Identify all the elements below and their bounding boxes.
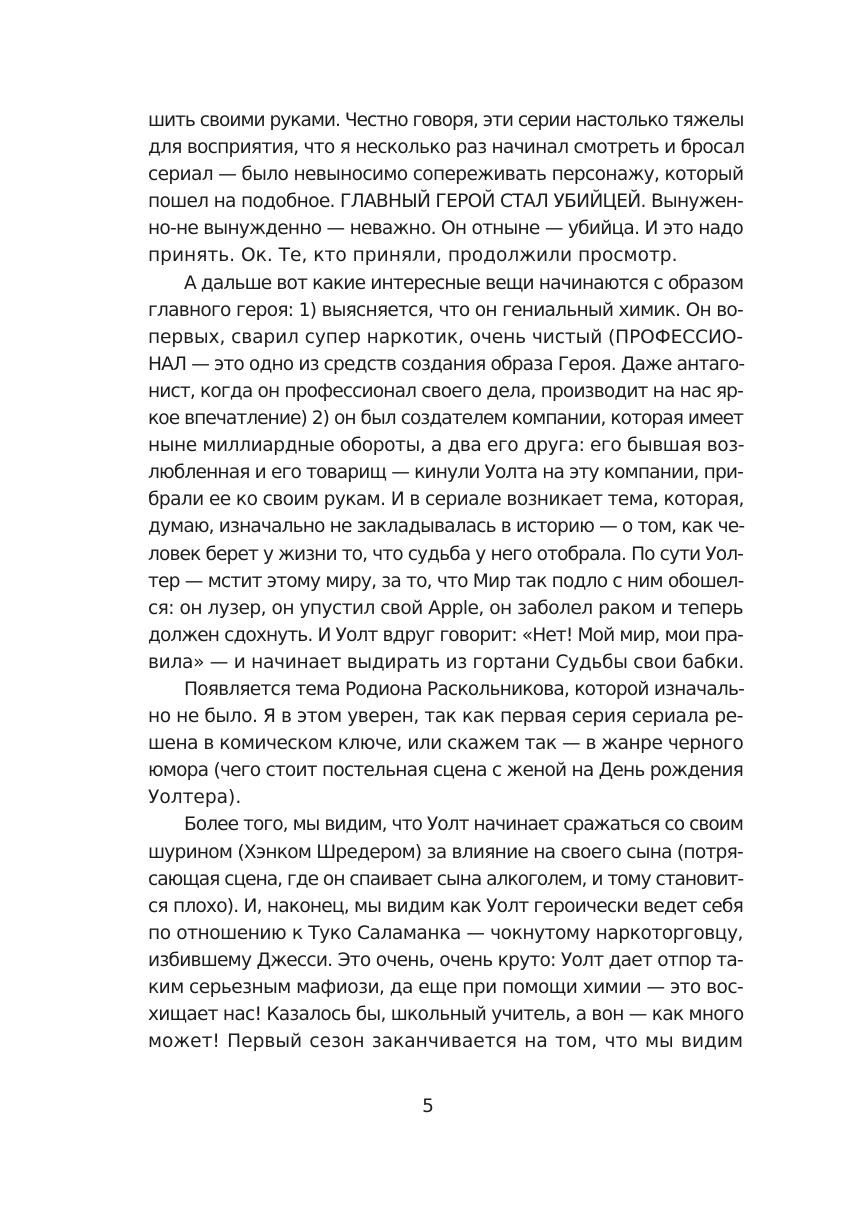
text-line: должен сдохнуть. И Уолт вдруг говорит: «Нет! Мой мир, мои пра- — [148, 624, 743, 646]
text-line: избившему Джесси. Это очень, очень круто: Уолт дает отпор та- — [148, 949, 743, 971]
paragraph-first-line: А дальше вот какие интересные вещи начинаются с образом — [184, 272, 744, 294]
text-line: может! Первый сезон заканчивается на том, что мы видим — [148, 1031, 743, 1053]
paragraph-first-line: Более того, мы видим, что Уолт начинает сражаться со своим — [184, 814, 743, 836]
text-line: любленная и его товарищ — кинули Уолта на эту компании, при- — [148, 462, 743, 484]
text-line: нист, когда он профессионал своего дела, производит на нас яр- — [148, 380, 743, 402]
body-text — [148, 107, 743, 1055]
text-line: шить своими руками. Честно говоря, эти серии настолько тяжелы — [148, 110, 744, 131]
text-line: главного героя: 1) выясняется, что он гениальный химик. Он во- — [148, 299, 743, 321]
text-line: первых, сварил супер наркотик, очень чистый (ПРОФЕССИО- — [148, 326, 743, 348]
text-line: но не было. Я в этом уверен, так как первая серия сериала ре- — [148, 706, 743, 728]
text-line: хищает нас! Казалось бы, школьный учитель, а вон — как много — [148, 1004, 744, 1026]
text-line: брали ее ко своим рукам. И в сериале возникает тема, которая, — [148, 489, 744, 511]
text-line: сающая сцена, где он спаивает сына алкоголем, и тому становит- — [148, 868, 744, 890]
text-line: шена в комическом ключе, или скажем так — в жанре черного — [148, 733, 744, 755]
text-line: для восприятия, что я несколько раз начинал смотреть и бросал — [148, 137, 745, 159]
text-line: по отношению к Туко Саламанка — чокнутому наркоторговцу, — [148, 922, 743, 944]
text-line: ловек берет у жизни то, что судьба у него отобрала. По сути Уол- — [148, 543, 743, 565]
page-number: 5 — [422, 1096, 434, 1117]
paragraph-end-line: принять. Ок. Те, кто приняли, продолжили просмотр. — [148, 245, 678, 267]
text-line: кое впечатление) 2) он был создателем компании, которая имеет — [148, 408, 743, 430]
paragraph-end-line: вила» — и начинает выдирать из гортани Судьбы свои бабки. — [148, 651, 745, 673]
text-line: ким серьезным мафиози, да еще при помощи химии — это вос- — [148, 977, 744, 998]
text-line: НАЛ — это одно из средств создания образа Героя. Даже антаго- — [148, 353, 745, 375]
text-line: но-не вынужденно — неважно. Он отныне — убийца. И это надо — [148, 218, 743, 240]
text-line: юмора (чего стоит постельная сцена с женой на День рождения — [148, 760, 743, 782]
text-line: сериал — было невыносимо сопереживать персонажу, который — [148, 164, 744, 186]
text-line: ся плохо). И, наконец, мы видим как Уолт героически ведет себя — [148, 895, 743, 917]
text-line: шурином (Хэнком Шредером) за влияние на своего сына (потря- — [148, 841, 743, 863]
text-line: ныне миллиардные обороты, а два его друга: его бывшая воз- — [148, 435, 745, 457]
text-line: пошел на подобное. ГЛАВНЫЙ ГЕРОЙ СТАЛ УБИЙЦЕЙ. Вынужен- — [148, 191, 743, 213]
text-line: тер — мстит этому миру, за то, что Мир так подло с ним обошел- — [148, 570, 744, 592]
paragraph-end-line: Уолтера). — [148, 787, 242, 809]
paragraph-first-line: Появляется тема Родиона Раскольникова, которой изначаль- — [184, 678, 745, 700]
text-line: думаю, изначально не закладывалась в историю — о том, как че- — [148, 516, 745, 538]
text-line: ся: он лузер, он упустил свой Apple, он заболел раком и теперь — [148, 597, 743, 619]
